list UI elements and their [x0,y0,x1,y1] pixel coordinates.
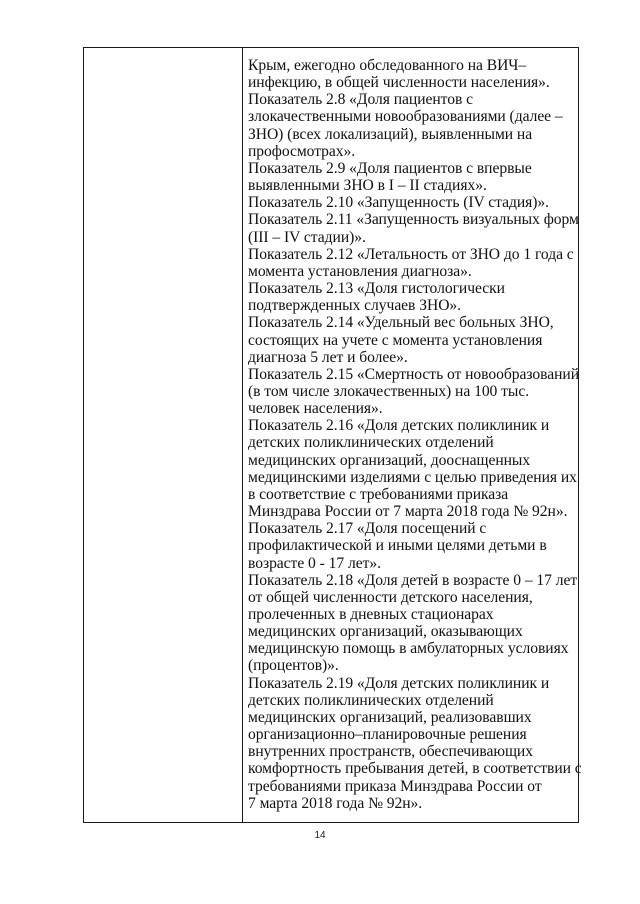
text-line: комфортность пребывания детей, в соответствии с [248,760,582,778]
table-right-column [243,48,586,822]
text-line: медицинских организаций, оказывающих [248,623,523,641]
text-line: Показатель 2.18 «Доля детей в возрасте 0 – 17 лет [248,571,578,589]
text-line: Показатель 2.12 «Летальность от ЗНО до 1 года с [248,245,574,263]
text-line: медицинских организаций, дооснащенных [248,451,531,469]
text-line: Показатель 2.10 «Запущенность (IV стадия)». [248,194,550,212]
text-line: человек населения». [248,400,383,418]
text-line: профилактической и иными целями детьми в [248,537,547,555]
text-line: пролеченных в дневных стационарах [248,606,494,623]
text-line: (в том числе злокачественных) на 100 тыс. [248,382,530,400]
text-line: момента установления диагноза». [248,262,472,280]
text-line: Показатель 2.13 «Доля гистологически [248,280,505,298]
text-line: состоящих на учете с момента установления [248,331,543,349]
text-line: детских поликлинических отделений [248,434,494,452]
text-line: злокачественными новообразованиями (далее – [248,108,563,126]
text-line: медицинских организаций, реализовавших [248,708,532,726]
text-line: выявленными ЗНО в I – II стадиях». [248,177,487,195]
text-line: Показатель 2.11 «Запущенность визуальных форм [248,211,579,229]
text-line: Крым, ежегодно обследованного на ВИЧ– [248,57,527,74]
text-line: профосмотрах». [248,142,356,160]
text-line: (III – IV стадии)». [248,228,366,246]
text-line: диагноза 5 лет и более». [248,348,408,366]
text-line: Показатель 2.17 «Доля посещений с [248,520,487,538]
text-line: Показатель 2.14 «Удельный вес больных ЗНО, [248,314,554,332]
text-line: ЗНО) (всех локализаций), выявленными на [248,125,533,143]
text-line: подтвержденных случаев ЗНО». [248,297,461,315]
page-number: 14 [314,830,326,841]
text-line: детских поликлинических отделений [248,691,494,709]
text-line: медицинскую помощь в амбулаторных условиях [248,640,569,658]
text-line: от общей численности детского населения, [248,588,533,606]
text-line: Показатель 2.19 «Доля детских поликлиник и [248,674,550,692]
table-left-column [84,48,243,822]
text-line: Минздрава России от 7 марта 2018 года № 92н». [248,503,568,521]
text-line: (процентов)». [248,657,339,675]
text-line: Показатель 2.15 «Смертность от новообразований [248,365,580,383]
text-line: внутренних пространств, обеспечивающих [248,743,533,761]
text-line: 7 марта 2018 года № 92н». [248,794,423,812]
text-line: инфекцию, в общей численности населения». [248,74,550,92]
text-line: требованиями приказа Минздрава России от [248,777,542,795]
text-line: Показатель 2.9 «Доля пациентов с впервые [248,159,532,177]
text-line: Показатель 2.16 «Доля детских поликлиник и [248,417,550,435]
text-line: медицинскими изделиями с целью приведения их [248,468,577,486]
document-table [83,47,582,823]
text-line: организационно–планировочные решения [248,726,527,744]
text-line: в соответствие с требованиями приказа [248,485,509,503]
text-line: Показатель 2.8 «Доля пациентов с [248,91,474,109]
text-line: возрасте 0 - 17 лет». [248,554,381,572]
